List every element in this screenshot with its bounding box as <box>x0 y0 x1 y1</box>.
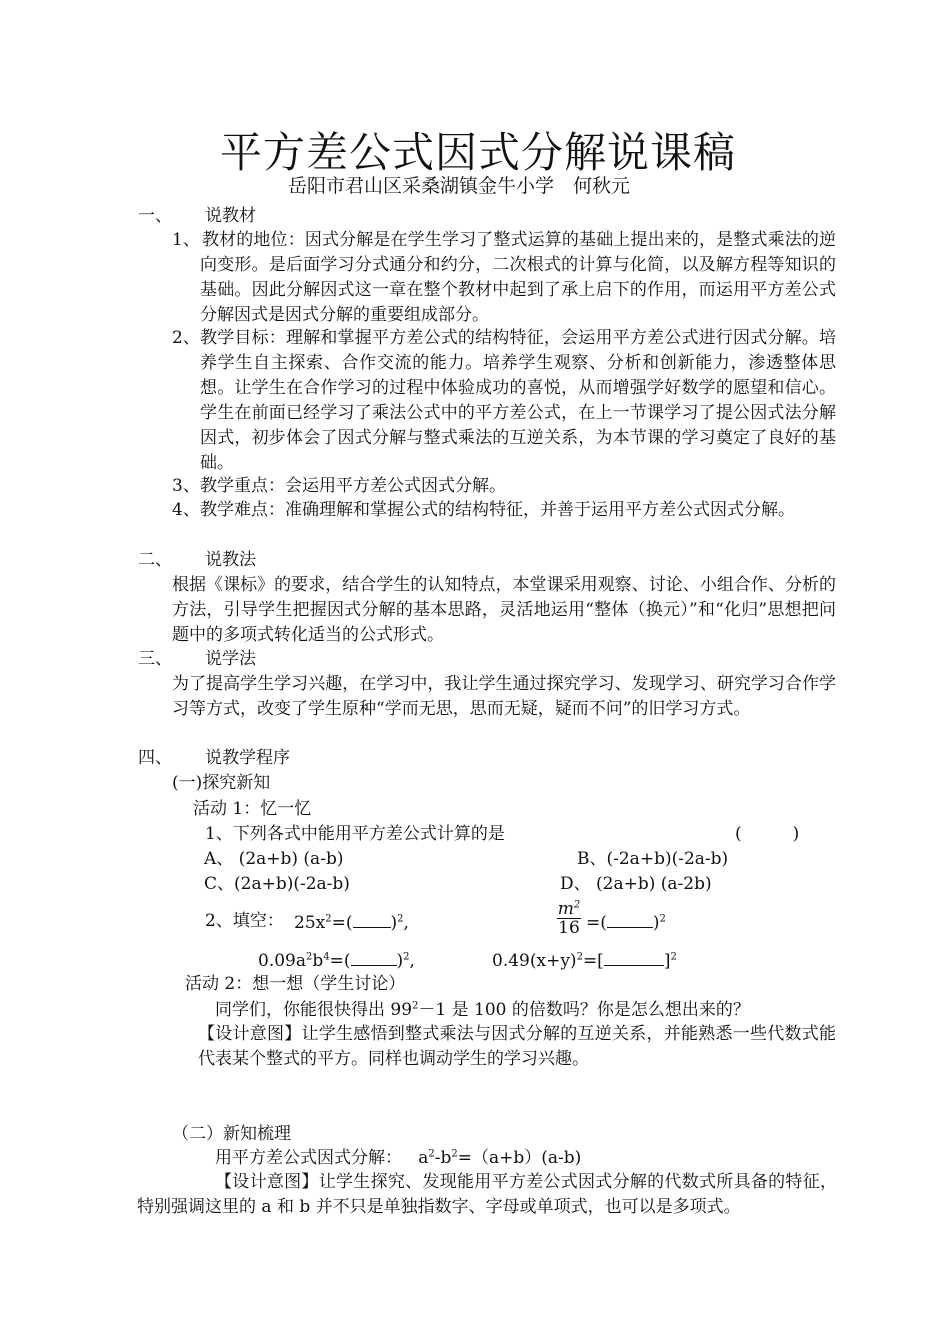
question2-blank-b: =( )$^2$ <box>586 909 666 936</box>
section3-number: 三、 <box>138 649 172 669</box>
question2-blank-d: $0.49(x+y)^2=$[ ]$^2$ <box>492 947 677 974</box>
question1-text: 1、下列各式中能用平方差公式计算的是 <box>205 824 505 844</box>
item1-number: 1、 <box>172 230 200 250</box>
option-a: A、 (2a+b) (a-b) <box>204 849 344 869</box>
document-title: 平方差公式因式分解说课稿 <box>220 128 737 177</box>
item3-number: 3、 <box>172 476 200 496</box>
option-b: B、(-2a+b)(-2a-b) <box>577 849 729 869</box>
item2-text: 教学目标：理解和掌握平方差公式的结构特征，会运用平方差公式进行因式分解。培养学生自主探索、合作交流的能力。培养学生观察、分析和创新能力，渗透整体思想。让学生在合作学习的过程中体验成功的喜悦，从而增强学好数学的愿望和信心。学生在前面已经学习了乘法公式中的平方差公式，在上一节课学习了提公因式法分解因式，初步体会了因式分解与整式乘法的互逆关系，为本节课的学习奠定了良好的基础。 <box>200 328 836 473</box>
section1-number: 一、 <box>138 206 172 226</box>
section4-heading: 说教学程序 <box>205 748 290 768</box>
section2-heading: 说教法 <box>205 550 256 570</box>
item4-text: 教学难点：准确理解和掌握公式的结构特征，并善于运用平方差公式因式分解。 <box>200 500 795 520</box>
item2-number: 2、 <box>172 328 200 348</box>
design-intent-2: 【设计意图】让学生探究、发现能用平方差公式因式分解的代数式所具备的特征，特别强调这里的 a 和 b 并不只是单独指数字、字母或单项式，也可以是多项式。 <box>137 1172 837 1217</box>
section1-heading: 说教材 <box>205 206 256 226</box>
question1-answer-paren: ( ) <box>735 824 800 844</box>
section3-heading: 说学法 <box>205 649 256 669</box>
option-c: C、(2a+b)(-2a-b) <box>204 874 350 894</box>
item3-text: 教学重点：会运用平方差公式因式分解。 <box>200 476 506 496</box>
question2-label: 2、填空： <box>205 911 284 931</box>
section2-text: 根据《课标》的要求，结合学生的认知特点，本堂课采用观察、讨论、小组合作、分析的方法，引导学生把握因式分解的基本思路，灵活地运用“整体（换元）”和“化归”思想把问题中的多项式转化适当的公式形式。 <box>172 575 836 645</box>
fraction-m2-over-16: $m^2$ 16 <box>557 899 581 938</box>
item1-text: 教材的地位：因式分解是在学生学习了整式运算的基础上提出来的，是整式乘法的逆向变形。是后面学习分式通分和约分，二次根式的计算与化简，以及解方程等知识的基础。因此分解因式这一章在整个教材中起到了承上启下的作用，而运用平方差公式分解因式是因式分解的重要组成部分。 <box>200 230 836 325</box>
section4-number: 四、 <box>138 748 172 768</box>
author-line: 岳阳市君山区采桑湖镇金牛小学 何秋元 <box>288 175 631 197</box>
item4-number: 4、 <box>172 500 200 520</box>
section3-text: 为了提高学生学习兴趣，在学习中，我让学生通过探究学习、发现学习、研究学习合作学习等方式，改变了学生原种“学而无思，思而无疑，疑而不问”的旧学习方式。 <box>172 674 836 719</box>
design-intent-1: 【设计意图】让学生感悟到整式乘法与因式分解的互逆关系，并能熟悉一些代数式能代表某个整式的平方。同样也调动学生的学习兴趣。 <box>198 1024 836 1069</box>
activity2-label: 活动 2：想一想（学生讨论） <box>185 974 406 994</box>
option-d: D、 (2a+b) (a-2b) <box>560 874 712 894</box>
section2-number: 二、 <box>138 550 172 570</box>
question2-blank-a: $25x^2=$( )$^2$, <box>294 909 409 936</box>
activity1-label: 活动 1：忆一忆 <box>193 799 312 819</box>
formula-line: 用平方差公式因式分解： $a^2-b^2=(a+b)(a-b)$ <box>215 1148 582 1168</box>
activity2-question: 同学们，你能很快得出 $99^2-1$ 是 100 的倍数吗？你是怎么想出来的？ <box>215 1000 750 1020</box>
question2-blank-c: $0.09a^2b^4=$( )$^2$, <box>258 947 415 974</box>
part1-heading: (一)探究新知 <box>172 773 271 793</box>
part2-heading: （二）新知梳理 <box>172 1124 291 1144</box>
